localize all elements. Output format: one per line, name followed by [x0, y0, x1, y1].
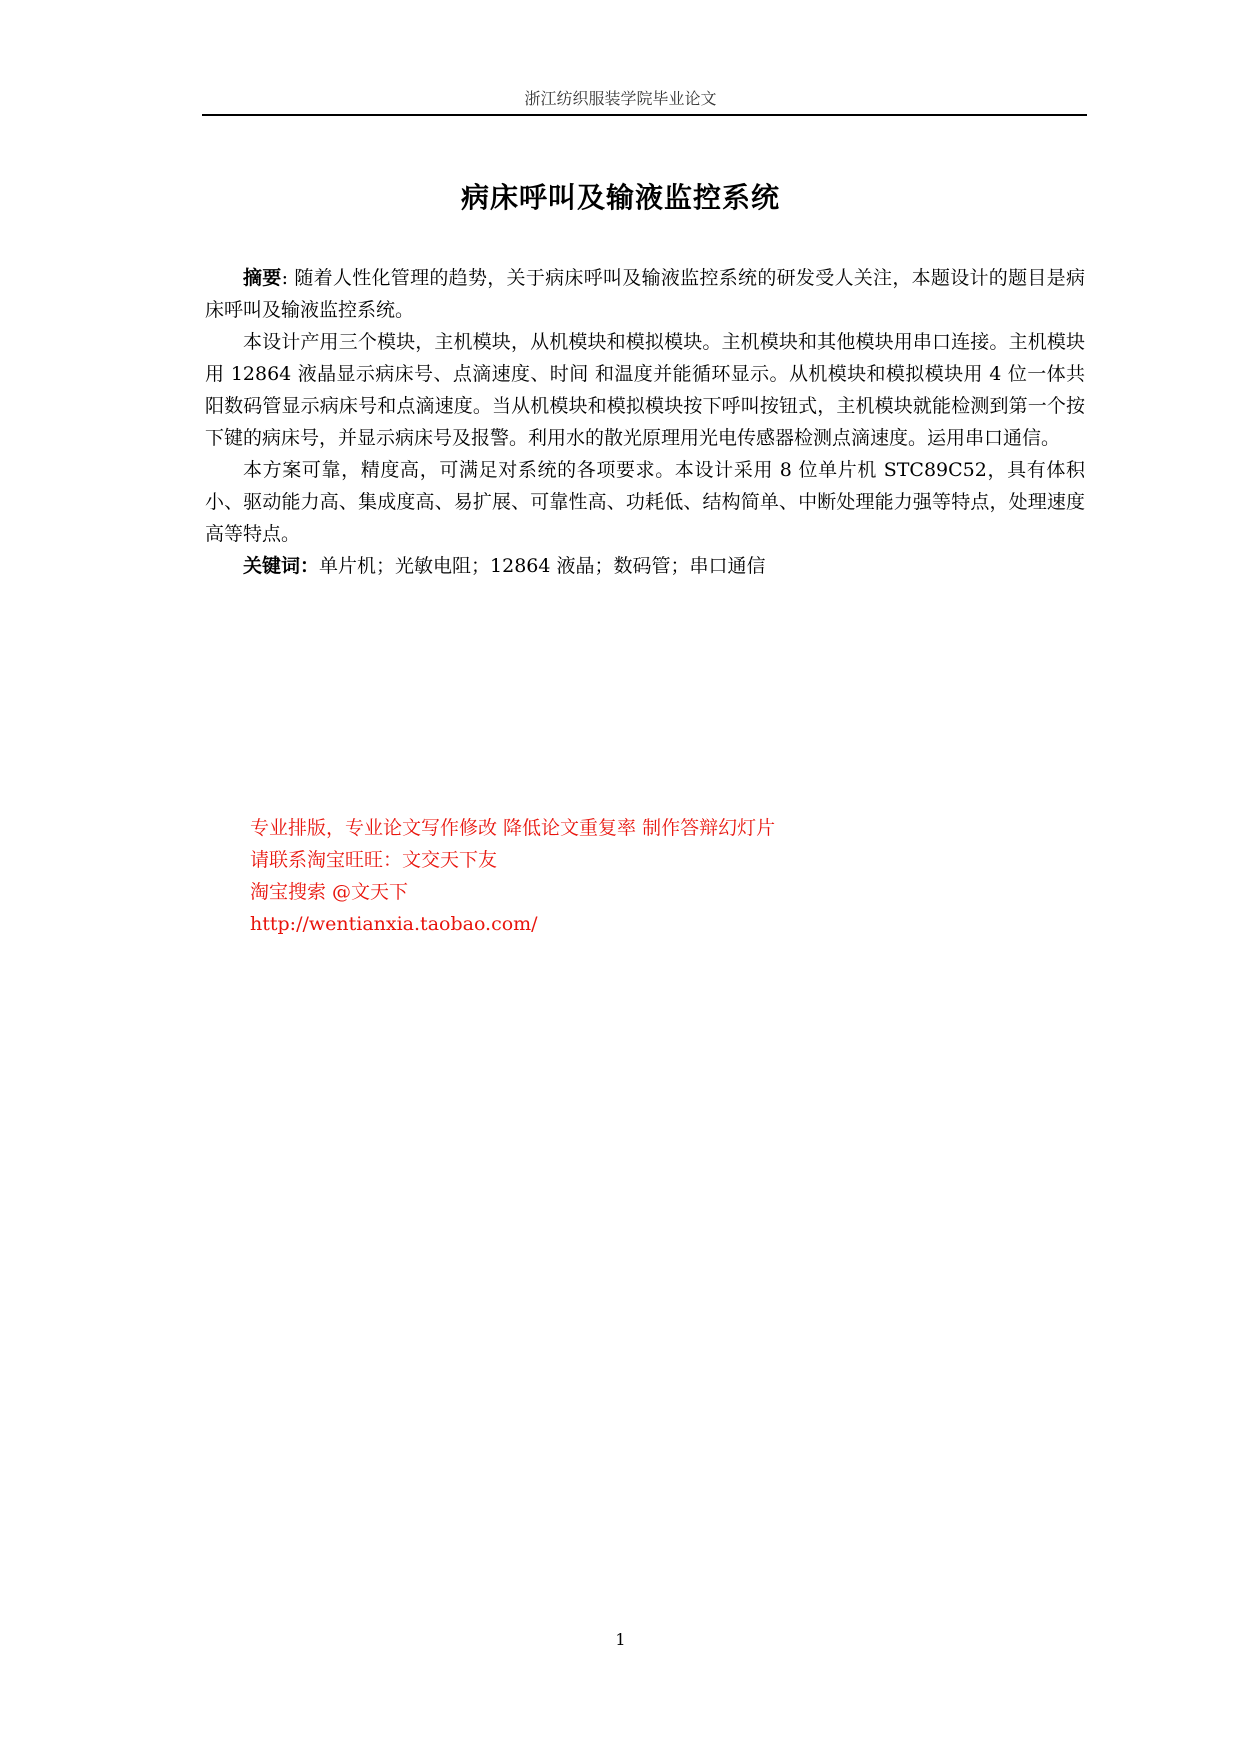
abstract-text-2: 本设计产用三个模块，主机模块，从机模块和模拟模块。主机模块和其他模块用串口连接。主机模块用 12864 液晶显示病床号、点滴速度、时间 和温度并能循环显示。从机模块和模拟模块用 4 位一体共阳数码管显示病床号和点滴速度。当从机模块和模拟模块按下呼叫按钮式，主机模块就能检测到第一个按下键的病床号，并显示病床号及报警。利用水的散光原理用光电传感器检测点滴速度。运用串口通信。 [205, 331, 1085, 449]
page-number: 1 [615, 1630, 626, 1649]
abstract-text-3: 本方案可靠，精度高，可满足对系统的各项要求。本设计采用 8 位单片机 STC89C52，具有体积小、驱动能力高、集成度高、易扩展、可靠性高、功耗低、结构简单、中断处理能力强等特点，处理速度高等特点。 [205, 459, 1085, 545]
advertisement-block [250, 812, 1050, 940]
page-title: 病床呼叫及输液监控系统 [460, 181, 780, 214]
keywords-line [205, 550, 1085, 582]
keywords-text: 单片机；光敏电阻；12864 液晶；数码管；串口通信 [319, 555, 766, 577]
abstract-colon: : [281, 267, 295, 289]
abstract-paragraph-1 [205, 262, 1085, 326]
ad-line-services: 专业排版，专业论文写作修改 降低论文重复率 制作答辩幻灯片 [250, 817, 776, 839]
abstract-label: 摘要 [243, 267, 282, 289]
ad-line-search: 淘宝搜索 @文天下 [250, 881, 409, 903]
keywords-label: 关键词： [243, 555, 320, 577]
abstract-paragraph-3 [205, 454, 1085, 550]
ad-line-url: http://wentianxia.taobao.com/ [250, 913, 538, 935]
abstract-text-1: 随着人性化管理的趋势，关于病床呼叫及输液监控系统的研发受人关注，本题设计的题目是病床呼叫及输液监控系统。 [205, 267, 1085, 321]
running-header: 浙江纺织服装学院毕业论文 [524, 89, 717, 108]
header-rule [202, 114, 1087, 116]
abstract-paragraph-2 [205, 326, 1085, 454]
ad-line-contact: 请联系淘宝旺旺：文交天下友 [250, 849, 498, 871]
abstract-section [205, 262, 1085, 582]
